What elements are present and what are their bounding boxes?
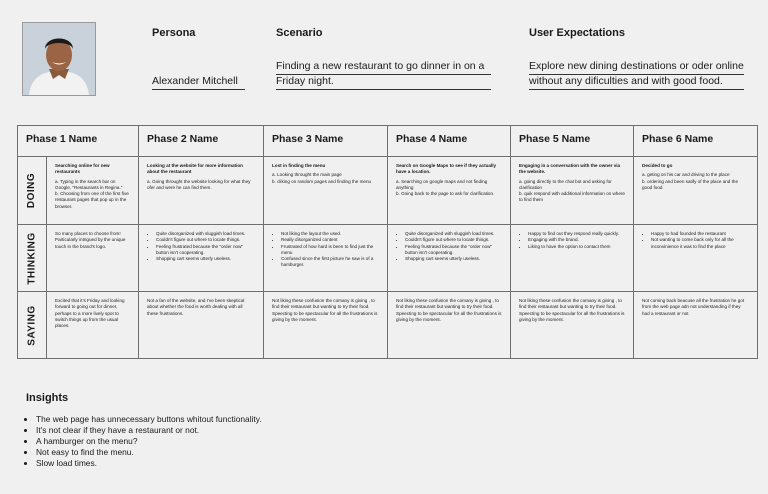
thinking-item: • Not wanting to come back only for all the inconvinience it was to find the place (651, 237, 749, 250)
scenario-underline-2 (276, 89, 491, 90)
saying-text: Not liking these confusion the comany is giving , to find their restaurant but wanting to try their food. Speecting to be spectacular for all the frustrations is giving by the moment. (519, 298, 625, 322)
thinking-cell-4 (388, 225, 511, 292)
thinking-list (642, 231, 749, 250)
persona-photo (22, 22, 96, 96)
doing-title: Search on Google Maps to see if they actually have a location. (396, 163, 497, 175)
saying-cell-5 (511, 292, 634, 359)
thinking-item: • Feeling frustrated because the "order now" button isn't cooperating. (156, 244, 255, 257)
thinking-list (519, 231, 625, 250)
phase-header-1: Phase 1 Name (18, 126, 139, 157)
scenario-text: Finding a new restaurant to go dinner in on a Friday night. (276, 60, 485, 87)
scenario-underline-1 (276, 74, 491, 75)
thinking-item: • Happy to had founded the restaurant (651, 231, 749, 237)
persona-label: Persona (152, 27, 196, 39)
doing-title: Searching online for new restaurants (55, 163, 110, 175)
thinking-item: • Shopping cart seems utterly useless. (156, 256, 255, 262)
phase-header-3: Phase 3 Name (264, 126, 388, 157)
thinking-list (396, 231, 502, 262)
thinking-item: • Frustrated of how hard is been to find just the menu (281, 244, 379, 257)
thinking-list (147, 231, 255, 262)
doing-title: Lost in finding the menu (272, 163, 326, 168)
persona-underline (152, 89, 245, 90)
row-label-thinking (18, 225, 47, 292)
doing-line: b. Choosing from one of the first five restaurant pages that pop up in the browser. (55, 191, 129, 209)
doing-title: Looking at the website for more information about the restaurant (147, 163, 243, 175)
insight-item: • Slow load times. (36, 458, 262, 469)
phase-header-4: Phase 4 Name (388, 126, 511, 157)
saying-cell-2 (139, 292, 264, 359)
doing-cell-4 (388, 157, 511, 225)
thinking-cell-2 (139, 225, 264, 292)
thinking-item: • Couldn't figure out where to locate things. (156, 237, 255, 243)
doing-line: a. going directly to the chat bot and asking for clarification (519, 178, 612, 190)
expectations-text: Explore new dining destinations or oder online without any dificulties and with good food. (529, 60, 744, 87)
thinking-item: • Couldn't figure out where to locate things. (405, 237, 502, 243)
doing-line: b. Going back to the page to ask for clarification. (396, 191, 495, 197)
doing-cell-6 (634, 157, 758, 225)
insight-item: • Not easy to find the menu. (36, 447, 262, 458)
phase-header-5: Phase 5 Name (511, 126, 634, 157)
row-label-saying-text: SAYING (26, 304, 38, 346)
saying-cell-6 (634, 292, 758, 359)
saying-text: Not coming back beacuse all the frustration he got from the web page adn not understanding if they had a restaurant or not (642, 298, 745, 316)
phase-header-6: Phase 6 Name (634, 126, 758, 157)
doing-line: a. Going throught the website looking for what they ofer and were he can find them. (147, 178, 251, 190)
doing-line: a. Searching on google maps and not finding anything (396, 178, 488, 190)
doing-cell-5 (511, 157, 634, 225)
thinking-item: • Happy to find out they respond really quickly. (528, 231, 625, 237)
insights-title: Insights (26, 392, 69, 404)
saying-cell-3 (264, 292, 388, 359)
insight-item: • It's not clear if they have a restaurant or not. (36, 425, 262, 436)
thinking-item: • Really disorganized content (281, 237, 379, 243)
saying-cell-4 (388, 292, 511, 359)
saying-text: Not liking these confusion the comany is giving , to find their restaurant but wanting to try their food. Speecting to be spectacular for all the frustrations is giving by the moment. (272, 298, 378, 322)
doing-title: Decided to go (642, 163, 673, 168)
persona-name: Alexander Mitchell (152, 75, 238, 87)
thinking-item: • Quite disorganized with sluggish load times. (405, 231, 502, 237)
thinking-item: • Quite disorganized with sluggish load times. (156, 231, 255, 237)
doing-line: a. geting on his car and driving to the place (642, 172, 730, 178)
doing-line: b. cliking on random pages and finding the menu (272, 178, 372, 184)
persona-avatar-icon (23, 23, 95, 95)
insights-list (26, 414, 262, 469)
doing-cell-3 (264, 157, 388, 225)
saying-text: Excited that it's Friday and looking forward to going out for dinner, perhaps to a more lively spot to switch things up from the usual places. (55, 298, 125, 329)
saying-text: Not liking these confusion the comany is giving , to find their restaurant but wanting to try their food. Speecting to be spectacular for all the frustrations is giving by the moment. (396, 298, 502, 322)
thinking-list (272, 231, 379, 269)
thinking-cell-6 (634, 225, 758, 292)
doing-cell-1 (47, 157, 139, 225)
expectations-underline-2 (529, 89, 744, 90)
thinking-item: • Engaging with the brand. (528, 237, 625, 243)
expectations-label: User Expectations (529, 27, 625, 39)
thinking-item: • Feeling frustrated because the "order now" button isn't cooperating. (405, 244, 502, 257)
row-label-thinking-text: THINKING (26, 231, 38, 285)
expectations-underline-1 (529, 74, 744, 75)
thinking-item: • Shopping cart seems utterly useless. (405, 256, 502, 262)
doing-title: Engaging in a conversation with the owner via the website. (519, 163, 621, 175)
scenario-label: Scenario (276, 27, 323, 39)
thinking-cell-5 (511, 225, 634, 292)
insight-item: • The web page has unnecessary buttons whitout functionality. (36, 414, 262, 425)
doing-line: b. quik respond with additional information on where to find them (519, 191, 625, 203)
row-label-doing-text: DOING (26, 172, 38, 209)
journey-map (17, 125, 758, 361)
thinking-item: • Confused since the first picture he saw is of a hamburger. (281, 256, 379, 269)
thinking-cell-1 (47, 225, 139, 292)
doing-cell-2 (139, 157, 264, 225)
thinking-line: So many places to choose from! Particularly intrigued by the unique touch in the brand's logo. (55, 231, 126, 249)
saying-cell-1 (47, 292, 139, 359)
phase-header-2: Phase 2 Name (139, 126, 264, 157)
doing-line: b. ordering and been satify of the place and the good food (642, 178, 739, 190)
journey-grid (17, 125, 758, 359)
doing-line: a. Looking throught the main page (272, 172, 342, 178)
doing-line: a. Typing in the search bar on Google, "Restaurants in Regina." (55, 178, 123, 190)
thinking-item: • Liking to have the option to contact them (528, 244, 625, 250)
thinking-item: • Not liking the layout the used. (281, 231, 379, 237)
insight-item: • A hamburger on the menu? (36, 436, 262, 447)
saying-text: Not a fan of the website, and I've been skeptical about whether the food is worth dealing with all these frustrations. (147, 298, 245, 316)
thinking-cell-3 (264, 225, 388, 292)
row-label-saying (18, 292, 47, 359)
row-label-doing (18, 157, 47, 225)
